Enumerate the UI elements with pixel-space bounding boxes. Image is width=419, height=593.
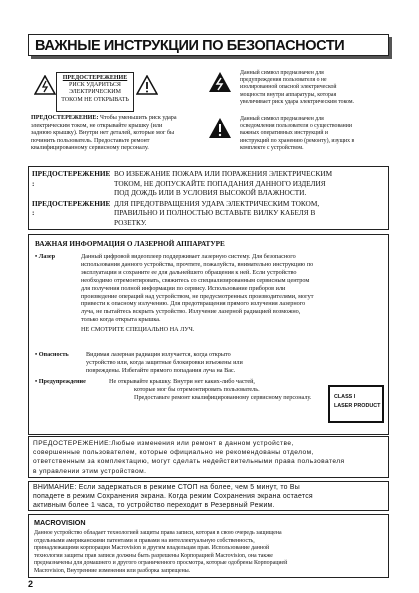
- caution-label-box: [56, 72, 134, 112]
- lightning-symbol-icon: [208, 71, 232, 93]
- caution-note-line: квалифицированному сервисному персоналу.: [31, 145, 149, 152]
- caution-line: в управлении этим устройством.: [33, 467, 147, 475]
- macrovision-panel: [28, 514, 389, 578]
- laser-line: луча, не пытайтесь вскрыть устройство. Излучение лазерной радиацией возможно,: [81, 308, 301, 316]
- exclamation-symbol-note: [240, 116, 390, 152]
- laser-item-label: • Опасность: [35, 351, 69, 358]
- note-line: Данный символ предназначен для: [240, 70, 324, 76]
- laser-line: необходимо отремонтировать, свяжитесь со специализированным сервисным центром: [81, 276, 310, 284]
- warning-label: ПРЕДОСТЕРЕЖЕНИЕ :: [32, 198, 111, 218]
- macrovision-text: [34, 530, 386, 575]
- caution-note: [31, 115, 201, 153]
- laser-line: только когда открыта крышка.: [81, 316, 161, 324]
- laser-line: НЕ СМОТРИТЕ СПЕЦИАЛЬНО НА ЛУЧ.: [81, 326, 195, 334]
- caution-box-line: РИСК УДАРИТЬСЯ: [69, 82, 121, 89]
- caution-note-label: ПРЕДОСТЕРЕЖЕНИЕ:: [31, 115, 99, 121]
- laser-line: произведение операций над устройством, не предусмотренных производителями, могут: [81, 292, 314, 300]
- note-line: мощности внутри аппаратуры, которая: [240, 91, 337, 98]
- page-title: ВАЖНЫЕ ИНСТРУКЦИИ ПО БЕЗОПАСНОСТИ: [28, 34, 389, 56]
- laser-item-text: [81, 253, 386, 334]
- attention-line: ВНИМАНИЕ: Если задержаться в режиме СТОП на более, чем 5 минут, то Вы: [33, 484, 300, 491]
- attention-line: активным более 1 часа, то устройство переходит в Резервный Режим.: [33, 502, 275, 510]
- caution-note-line: починить пользователь. Предоставьте ремонт: [31, 137, 150, 144]
- lightning-symbol-note: [240, 70, 390, 106]
- caution-line: ПРЕДОСТЕРЕЖЕНИЕ:Любые изменения или ремонт в данном устройстве,: [33, 440, 294, 447]
- laser-line: Предоставьте ремонт квалифицированному сервисному персоналу.: [134, 393, 312, 401]
- note-line: предупреждения пользователя о не: [240, 77, 327, 84]
- caution-box-line: ЭЛЕКТРИЧЕСКИМ: [69, 89, 121, 96]
- laser-item-text: [109, 378, 349, 402]
- note-line: инструкций по хранению (ремонту), изущих в: [240, 137, 355, 144]
- laser-line: устройство или, когда защитные блокировки изъежены или: [86, 358, 243, 366]
- macrovision-line: технологии защиты прав записи должны быть разрешены Корпорацией Macrovision, она также: [34, 552, 273, 559]
- attention-panel: [28, 481, 389, 511]
- class-one-laser-label: [328, 385, 384, 423]
- exclamation-symbol-icon: [208, 117, 232, 139]
- attention-line: попадете в режим Сохранения экрана. Когда режим Сохранения экрана остается: [33, 493, 313, 501]
- laser-line: повреждены. Избегайте прямого попадания луча на Вас.: [86, 366, 236, 374]
- laser-line: Не открывайте крышку. Внутри нет каких-либо частей,: [109, 378, 255, 385]
- exclamation-warning-icon: [136, 75, 158, 95]
- macrovision-heading: MACROVISION: [34, 518, 86, 527]
- warning-line: РОЗЕТКУ.: [114, 217, 147, 227]
- note-line: Данный символ предназначен для: [240, 116, 324, 122]
- macrovision-line: принадлежащими корпорации Macrovision и другим владельцам прав. Использование данной: [34, 545, 270, 551]
- laser-label-line: CLASS I: [334, 394, 356, 400]
- caution-note-line: заднюю крышку). Внутри нет деталей, которые мог бы: [31, 130, 175, 137]
- note-line: увеличивает риск удара электрическим током.: [240, 98, 355, 105]
- caution-box-line: ТОКОМ НЕ ОТКРЫВАТЬ: [61, 96, 129, 103]
- laser-line: привести к опасному излучению. Для предотвращения прямого излучения лазерного: [81, 300, 306, 308]
- caution-note-line: Чтобы уменьшить риск удара: [100, 115, 177, 121]
- warning-label: ПРЕДОСТЕРЕЖЕНИЕ :: [32, 169, 111, 188]
- modification-caution-panel: [28, 436, 389, 478]
- note-line: изолированной опасной электрической: [240, 84, 337, 91]
- laser-line: которые мог бы отремонтировать пользователь.: [134, 385, 260, 393]
- warning-row: [32, 169, 388, 198]
- note-line: комплекте с устройством.: [240, 144, 304, 151]
- note-line: важных оперативных инструкций и: [240, 130, 328, 137]
- warning-line: ВО ИЗБЕЖАНИЕ ПОЖАРА ИЛИ ПОРАЖЕНИЯ ЭЛЕКТРИЧЕСКИМ: [114, 169, 333, 178]
- macrovision-line: предназначены для домашнего и другого ограниченного просмотра, которые одобрены Корпорацией: [34, 560, 288, 566]
- laser-line: эксплуатации и сохраните ее для дальнейшего обращения к ней. Если устройство: [81, 268, 297, 276]
- caution-note-line: электрическим током, не открывайте крышку (или: [31, 122, 163, 129]
- laser-line: Данный цифровой видеоплеер поддерживает лазерную систему. Для безопасного: [81, 253, 296, 260]
- macrovision-line: Macrovision, Внутренние изменения или разборка запрещены.: [34, 567, 191, 574]
- laser-line: для получения полной информации по сервису. Использование приборов или: [81, 284, 286, 292]
- warning-text: [114, 199, 319, 228]
- warning-line: ПРАВИЛЬНО И ПОЛНОСТЬЮ ВСТАВЬТЕ ВИЛКУ КАБЕЛЯ В: [114, 208, 316, 218]
- warning-line: ПОД ДОЖДЬ ИЛИ В УСЛОВИЯ ВЫСОКОЙ ВЛАЖНОСТИ.: [114, 188, 307, 198]
- laser-item-label: • Лазер: [35, 253, 56, 260]
- warning-row: [32, 199, 388, 228]
- laser-item-text: [86, 351, 326, 375]
- lightning-warning-icon: [34, 75, 56, 95]
- warnings-panel: [28, 166, 389, 230]
- note-line: осведомления пользователя о существовании: [240, 123, 352, 130]
- page-number: 2: [28, 579, 34, 589]
- laser-label-line: LASER PRODUCT: [334, 403, 381, 409]
- caution-line: ответственным за комплектацию, могут сделать недействительными права пользователя: [33, 458, 345, 466]
- warning-line: ТОКОМ, НЕ ДОПУСКАЙТЕ ПОПАДАНИЯ ДАННОГО ИЗДЕЛИЯ: [114, 178, 326, 188]
- macrovision-line: отдельными американскими патентами и правами на интеллектуальную собственность,: [34, 537, 255, 544]
- warning-text: [114, 169, 332, 198]
- caution-line: совершенные пользователем, которые официально не рекомендованы отделом,: [33, 449, 314, 457]
- macrovision-line: Данное устройство обладает технологией защиты права записи, которая в свою очередь защищена: [34, 530, 282, 536]
- laser-line: Видимая лазерная радиация излучается, когда открыто: [86, 351, 231, 358]
- laser-item-label: • Предупреждение: [35, 378, 86, 385]
- laser-line: использования данного устройства, прочтите, пожалуйста, внимательно инструкцию по: [81, 260, 314, 268]
- laser-heading: ВАЖНАЯ ИНФОРМАЦИЯ О ЛАЗЕРНОЙ АППАРАТУРЕ: [35, 240, 225, 248]
- caution-box-heading: ПРЕДОСТЕРЕЖЕНИЕ: [62, 75, 128, 81]
- warning-line: ДЛЯ ПРЕДОТВРАЩЕНИЯ УДАРА ЭЛЕКТРИЧЕСКИМ ТОКОМ,: [114, 198, 320, 208]
